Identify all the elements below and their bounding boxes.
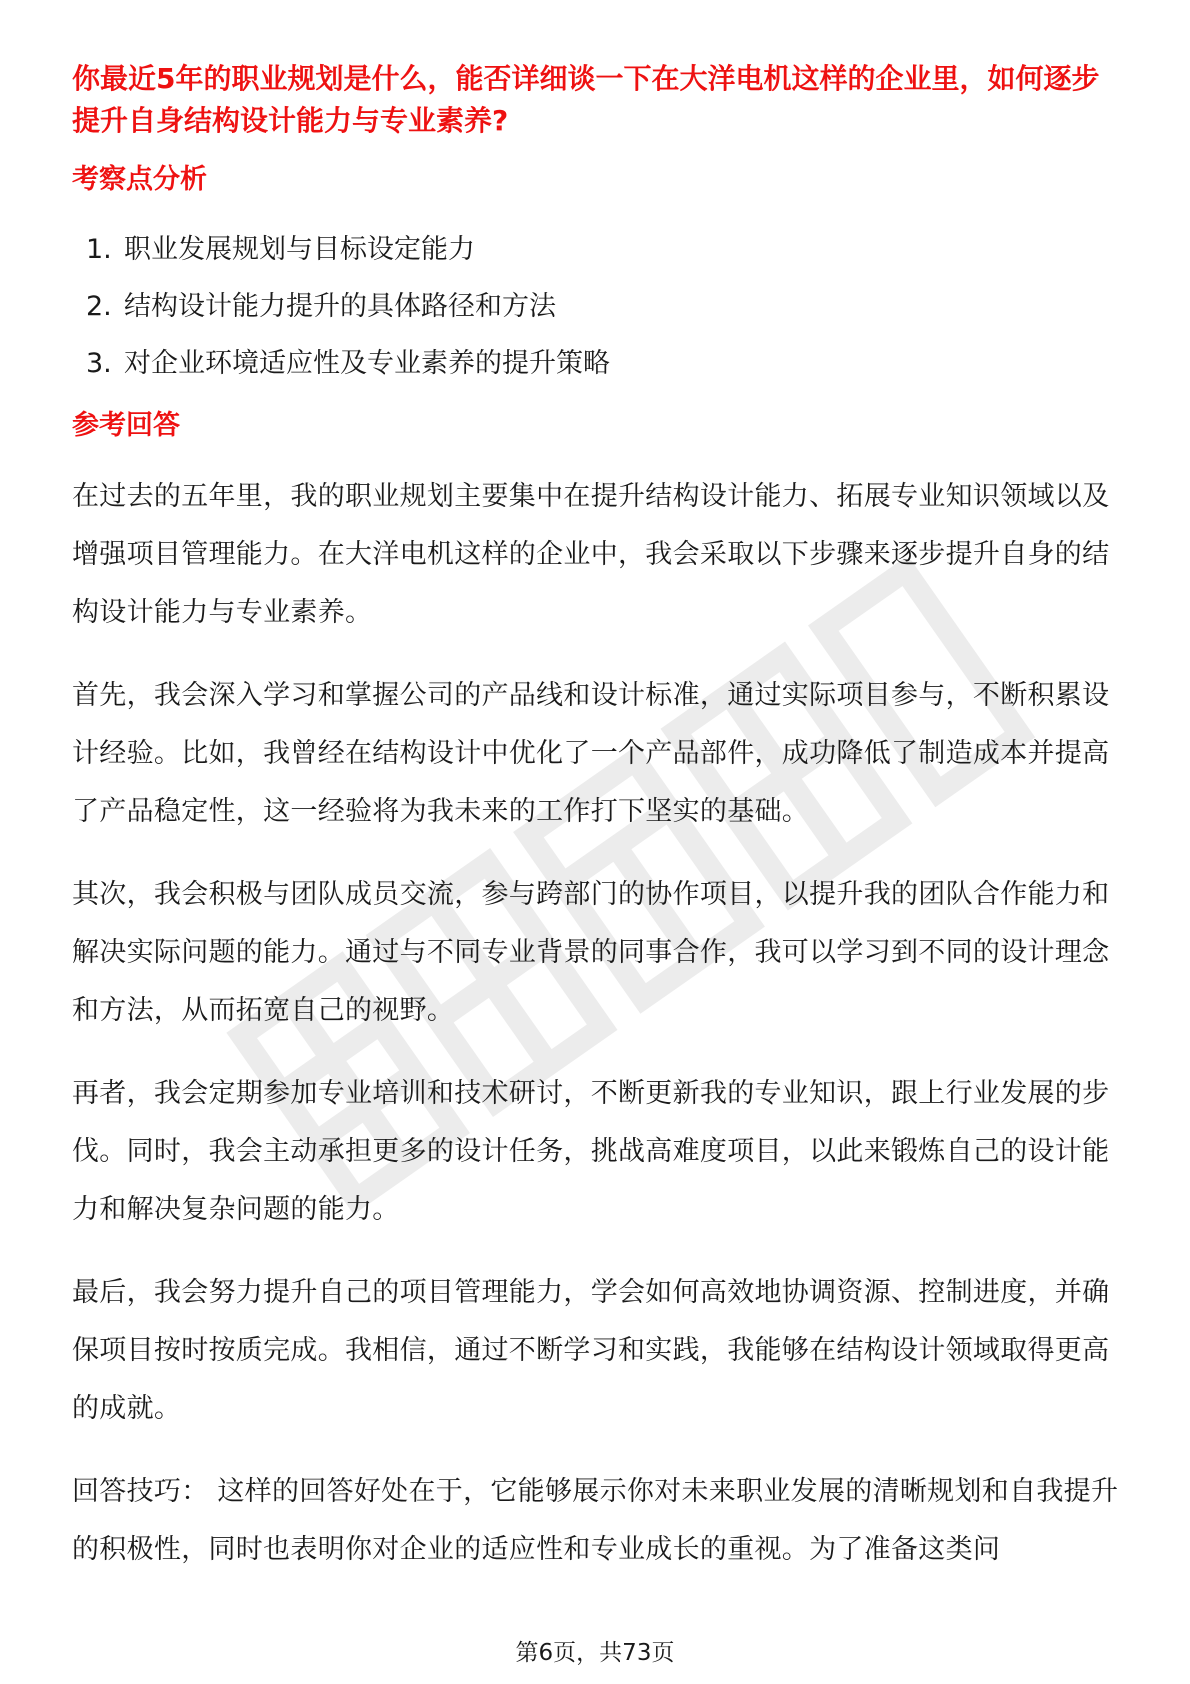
answer-paragraph: 再者，我会定期参加专业培训和技术研讨，不断更新我的专业知识，跟上行业发展的步伐。同时，我会主动承担更多的设计任务，挑战高难度项目，以此来锻炼自己的设计能力和解决复杂问题的能力。 [72,1078,1110,1225]
answer-paragraph: 首先，我会深入学习和掌握公司的产品线和设计标准，通过实际项目参与，不断积累设计经验。比如，我曾经在结构设计中优化了一个产品部件，成功降低了制造成本并提高了产品稳定性，这一经验将为我未来的工作打下坚实的基础。 [72,680,1110,827]
answer-paragraph: 在过去的五年里，我的职业规划主要集中在提升结构设计能力、拓展专业知识领域以及增强项目管理能力。在大洋电机这样的企业中，我会采取以下步骤来逐步提升自身的结构设计能力与专业素养。 [72,481,1110,628]
list-item [86,287,1122,327]
document-page [72,58,1122,1579]
list-item [86,344,1122,384]
page-number: 第6页，共73页 [515,1640,675,1666]
list-item-text: 职业发展规划与目标设定能力 [124,234,475,265]
analysis-heading: 考察点分析 [72,164,207,195]
list-item-number: 1. [86,234,112,265]
question-title: 你最近5年的职业规划是什么，能否详细谈一下在大洋电机这样的企业里，如何逐步提升自身结构设计能力与专业素养? [72,62,1100,137]
list-item-number: 3. [86,348,112,379]
list-item-text: 结构设计能力提升的具体路径和方法 [124,291,556,322]
list-item-number: 2. [86,291,112,322]
analysis-points-list [72,230,1122,384]
answer-paragraph: 最后，我会努力提升自己的项目管理能力，学会如何高效地协调资源、控制进度，并确保项目按时按质完成。我相信，通过不断学习和实践，我能够在结构设计领域取得更高的成就。 [72,1277,1110,1424]
answer-paragraph: 其次，我会积极与团队成员交流，参与跨部门的协作项目，以提升我的团队合作能力和解决实际问题的能力。通过与不同专业背景的同事合作，我可以学习到不同的设计理念和方法，从而拓宽自己的视野。 [72,879,1110,1026]
list-item-text: 对企业环境适应性及专业素养的提升策略 [124,348,610,379]
list-item [86,230,1122,270]
answer-heading: 参考回答 [72,410,180,441]
answer-tips-paragraph: 回答技巧： 这样的回答好处在于，它能够展示你对未来职业发展的清晰规划和自我提升的积极性，同时也表明你对企业的适应性和专业成长的重视。为了准备这类问 [72,1476,1119,1565]
